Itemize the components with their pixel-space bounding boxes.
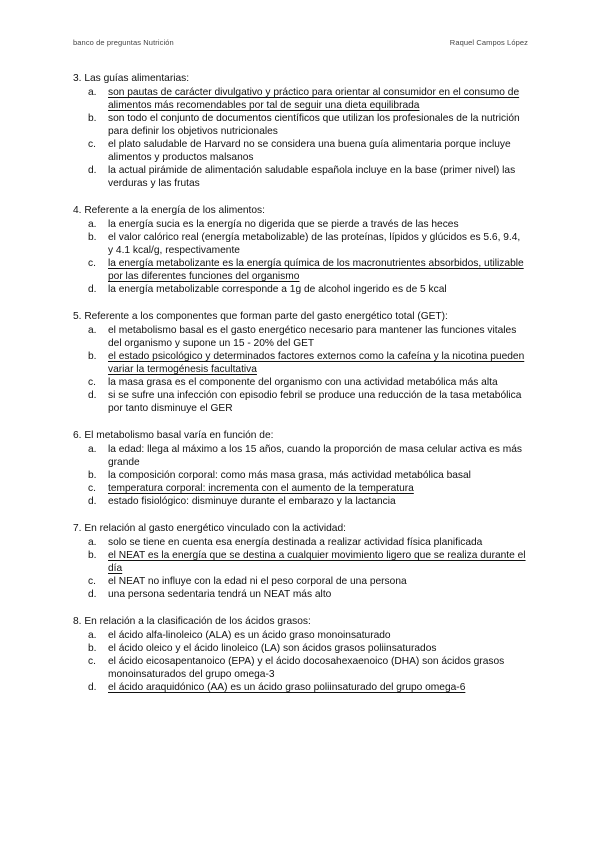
question-stem: 5. Referente a los componentes que forman parte del gasto energético total (GET): — [73, 311, 448, 322]
question-block — [73, 615, 528, 694]
option-letter: a. — [88, 444, 97, 455]
option-letter: d. — [88, 682, 97, 693]
answer-option — [88, 324, 528, 350]
option-text: la energía metabolizante es la energía química de los macronutrientes absorbidos, utilizable por las diferentes funciones del organismo — [108, 258, 524, 282]
option-letter: c. — [88, 258, 96, 269]
option-text: la composición corporal: como más masa grasa, más actividad metabólica basal — [108, 470, 471, 481]
option-text: el ácido alfa-linoleico (ALA) es un ácido graso monoinsaturado — [108, 630, 391, 641]
question-stem: 7. En relación al gasto energético vinculado con la actividad: — [73, 523, 346, 534]
answer-option — [88, 112, 528, 138]
option-text: la energía sucia es la energía no digerida que se pierde a través de las heces — [108, 219, 459, 230]
answer-option — [88, 575, 528, 588]
answer-option — [88, 469, 528, 482]
answer-option — [88, 536, 528, 549]
option-letter: a. — [88, 325, 97, 336]
question-block — [73, 204, 528, 296]
option-text: el valor calórico real (energía metabolizable) de las proteínas, lípidos y glúcidos es 5.6, 9.4, y 4.1 kcal/g, respectivamente — [108, 232, 521, 256]
answer-option — [88, 376, 528, 389]
header-left-title: banco de preguntas Nutrición — [73, 38, 174, 47]
answer-option — [88, 164, 528, 190]
answer-option — [88, 629, 528, 642]
answer-option — [88, 495, 528, 508]
option-letter: b. — [88, 550, 97, 561]
answer-option — [88, 138, 528, 164]
option-text: el ácido oleico y el ácido linoleico (LA) son ácidos grasos poliinsaturados — [108, 643, 437, 654]
answer-option-correct — [88, 482, 528, 495]
option-text: el ácido araquidónico (AA) es un ácido graso poliinsaturado del grupo omega-6 — [108, 682, 466, 693]
answer-option — [88, 231, 528, 257]
option-letter: d. — [88, 284, 97, 295]
option-text: estado fisiológico: disminuye durante el embarazo y la lactancia — [108, 496, 396, 507]
page-header — [73, 38, 528, 47]
question-block — [73, 429, 528, 508]
option-letter: c. — [88, 656, 96, 667]
option-text: son pautas de carácter divulgativo y práctico para orientar al consumidor en el consumo de alimentos más recomendables por tal de seguir una dieta equilibrada — [108, 87, 520, 111]
answer-option — [88, 443, 528, 469]
option-text: una persona sedentaria tendrá un NEAT más alto — [108, 589, 332, 600]
option-letter: c. — [88, 483, 96, 494]
option-text: el metabolismo basal es el gasto energético necesario para mantener las funciones vitales del organismo y supone un 15 - 20% del GET — [108, 325, 517, 349]
option-text: temperatura corporal: incrementa con el aumento de la temperatura — [108, 483, 414, 494]
option-letter: b. — [88, 351, 97, 362]
answer-option-correct — [88, 549, 528, 575]
question-block — [73, 72, 528, 190]
option-text: el estado psicológico y determinados factores externos como la cafeína y la nicotina pueden variar la termogénesis facultativa — [108, 351, 525, 375]
question-stem: 6. El metabolismo basal varía en función de: — [73, 430, 274, 441]
answer-option — [88, 218, 528, 231]
option-text: el plato saludable de Harvard no se considera una buena guía alimentaria porque incluye alimentos y productos malsanos — [108, 139, 511, 163]
option-text: la actual pirámide de alimentación saludable española incluye en la base (primer nivel) las verduras y las frutas — [108, 165, 516, 189]
question-stem: 3. Las guías alimentarias: — [73, 73, 190, 84]
answer-option-correct — [88, 257, 528, 283]
option-text: si se sufre una infección con episodio febril se produce una reducción de la tasa metabólica por tanto disminuye el GER — [108, 390, 522, 414]
option-letter: d. — [88, 165, 97, 176]
option-text: solo se tiene en cuenta esa energía destinada a realizar actividad física planificada — [108, 537, 483, 548]
answer-option — [88, 389, 528, 415]
question-stem: 4. Referente a la energía de los alimentos: — [73, 205, 265, 216]
option-letter: c. — [88, 576, 96, 587]
answer-option-correct — [88, 681, 528, 694]
option-letter: a. — [88, 630, 97, 641]
question-list — [73, 72, 528, 708]
option-text: la masa grasa es el componente del organismo con una actividad metabólica más alta — [108, 377, 498, 388]
answer-option — [88, 283, 528, 296]
answer-option — [88, 642, 528, 655]
option-letter: c. — [88, 139, 96, 150]
answer-option — [88, 655, 528, 681]
option-letter: b. — [88, 470, 97, 481]
answer-option-correct — [88, 86, 528, 112]
question-block — [73, 310, 528, 415]
option-letter: c. — [88, 377, 96, 388]
option-letter: d. — [88, 390, 97, 401]
option-text: la edad: llega al máximo a los 15 años, cuando la proporción de masa celular activa es más grande — [108, 444, 522, 468]
option-letter: b. — [88, 643, 97, 654]
option-text: son todo el conjunto de documentos científicos que utilizan los profesionales de la nutrición para definir los objetivos nutricionales — [108, 113, 520, 137]
option-letter: b. — [88, 232, 97, 243]
option-letter: a. — [88, 537, 97, 548]
option-text: la energía metabolizable corresponde a 1g de alcohol ingerido es de 5 kcal — [108, 284, 447, 295]
option-text: el NEAT es la energía que se destina a cualquier movimiento ligero que se realiza durante el día — [108, 550, 526, 574]
answer-option — [88, 588, 528, 601]
header-author: Raquel Campos López — [449, 38, 528, 47]
option-letter: b. — [88, 113, 97, 124]
option-letter: d. — [88, 589, 97, 600]
option-letter: a. — [88, 87, 97, 98]
question-stem: 8. En relación a la clasificación de los ácidos grasos: — [73, 616, 311, 627]
option-letter: d. — [88, 496, 97, 507]
answer-option-correct — [88, 350, 528, 376]
option-text: el NEAT no influye con la edad ni el peso corporal de una persona — [108, 576, 407, 587]
question-block — [73, 522, 528, 601]
option-letter: a. — [88, 219, 97, 230]
option-text: el ácido eicosapentanoico (EPA) y el ácido docosahexaenoico (DHA) son ácidos grasos monoinsaturados del grupo omega-3 — [108, 656, 505, 680]
